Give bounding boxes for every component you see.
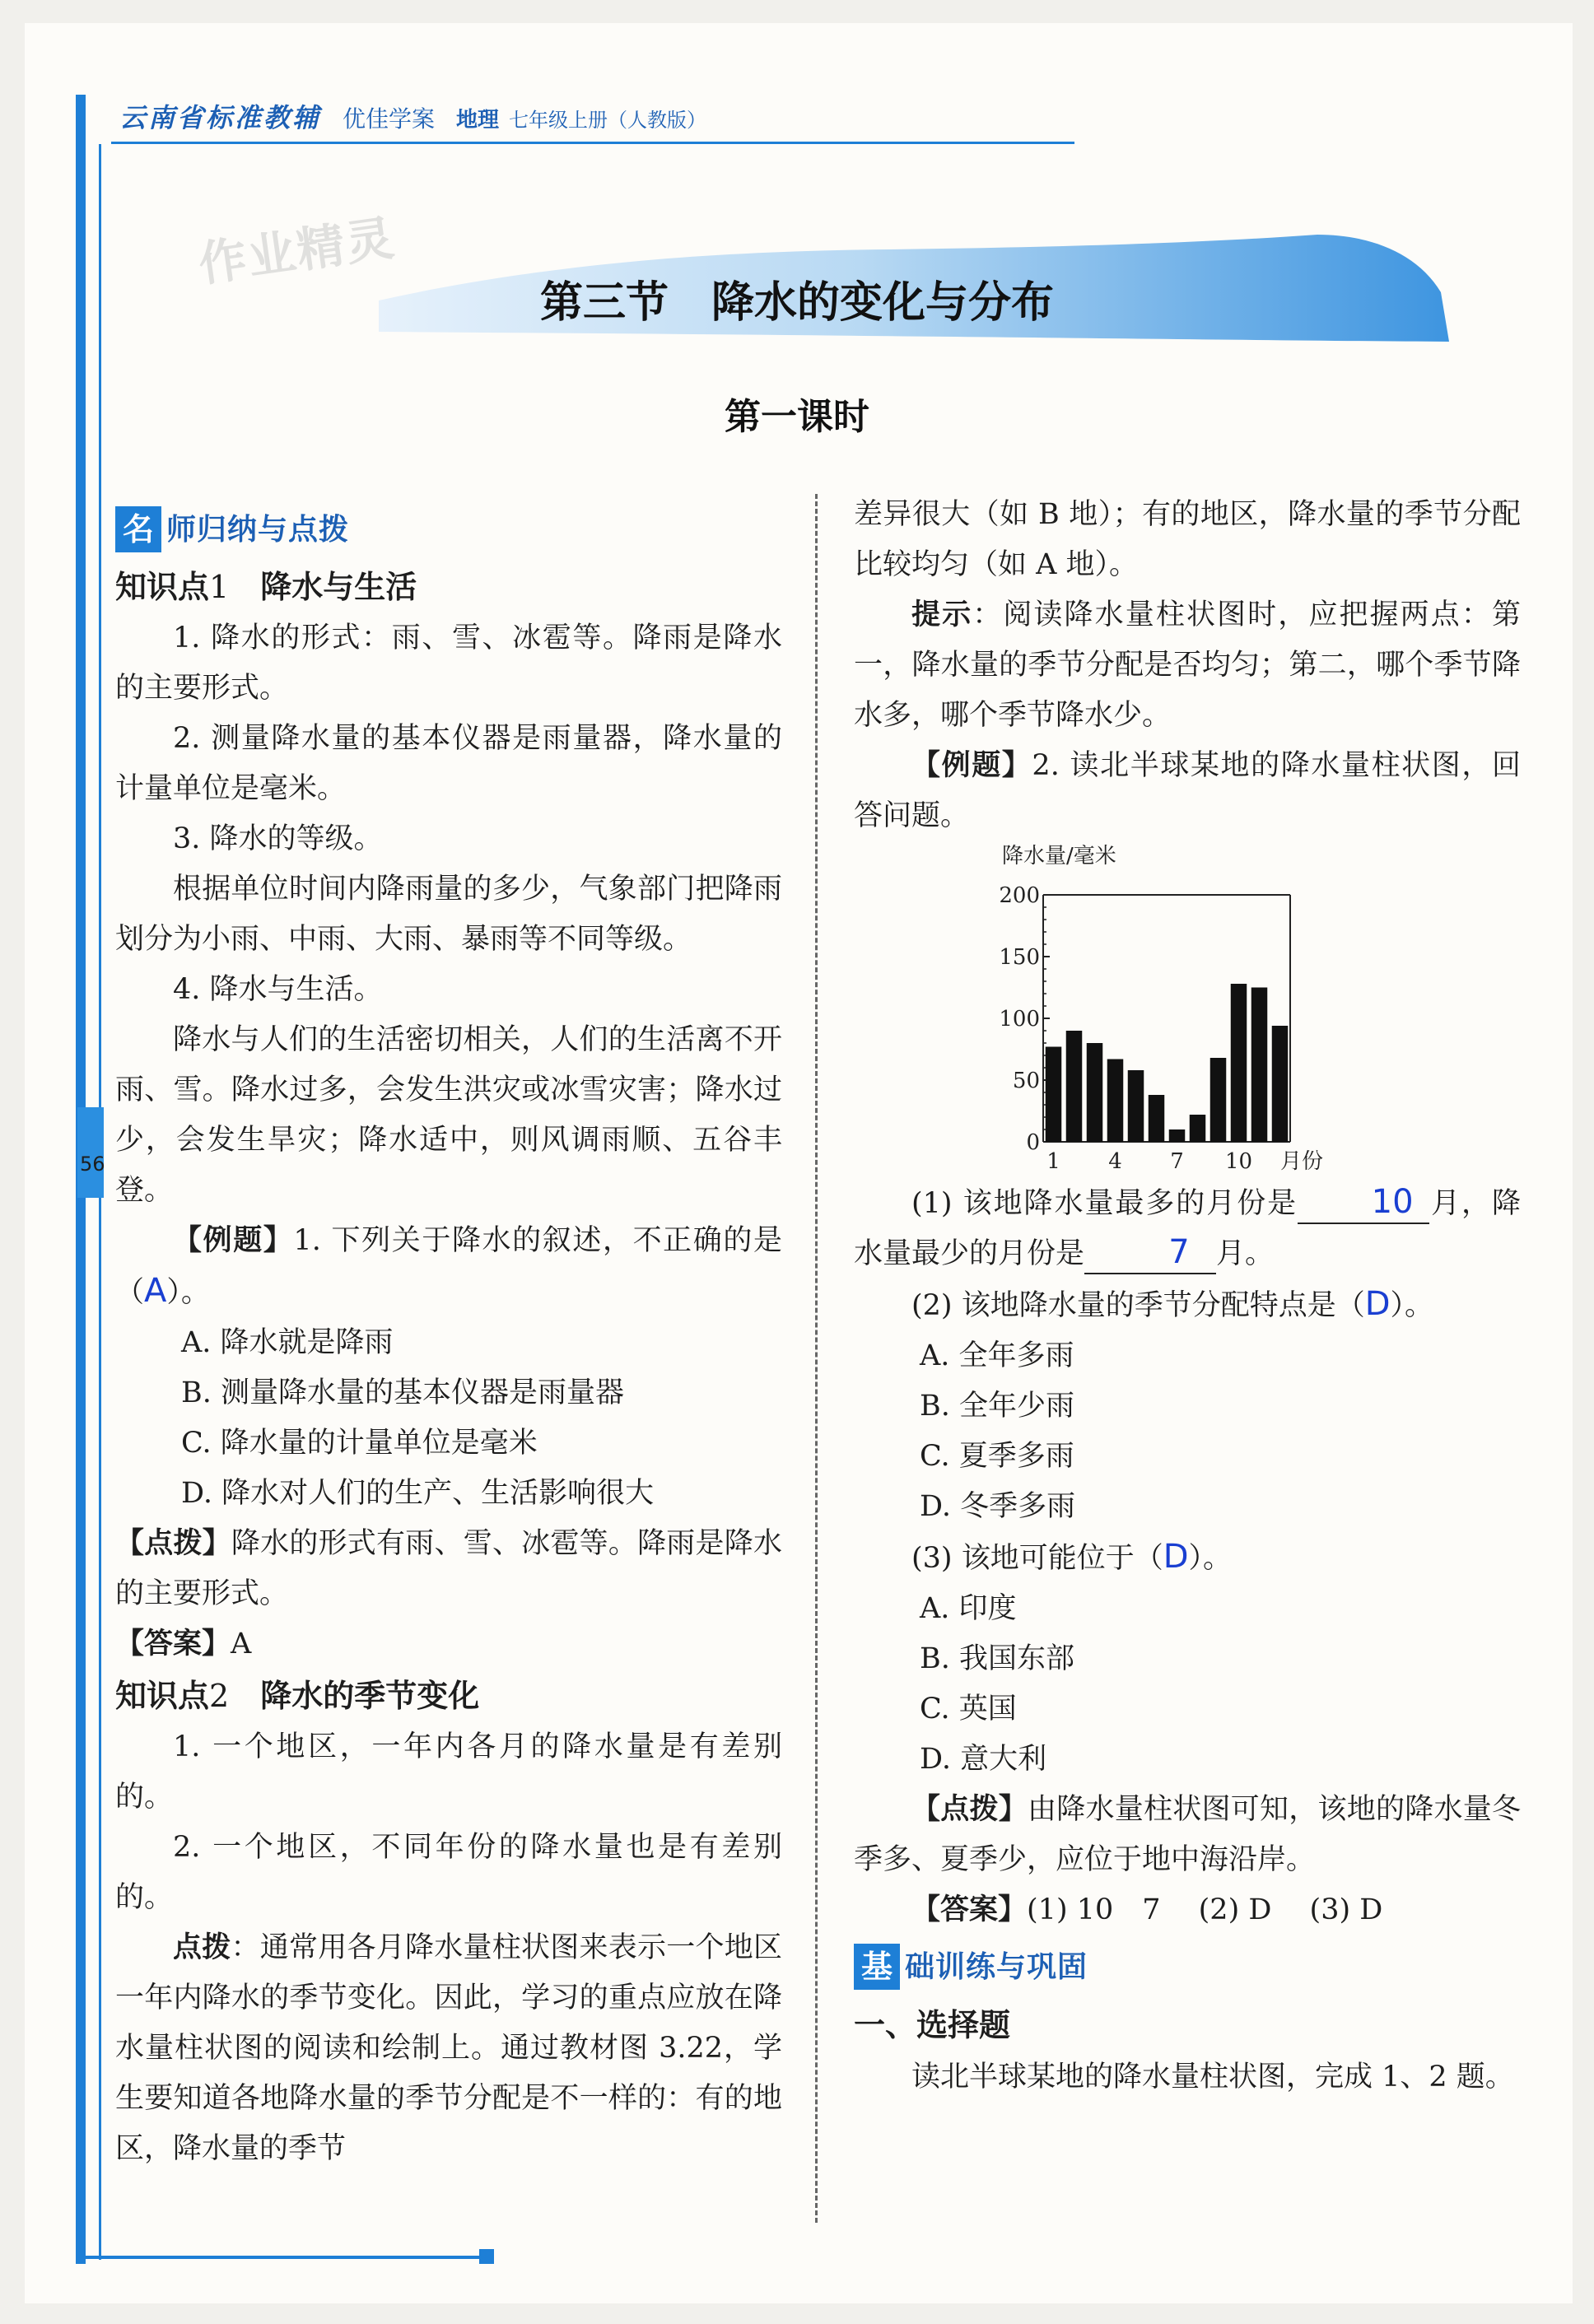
answer-tag: 【答案】	[911, 1893, 1028, 1926]
x-tick-label: 1	[1046, 1149, 1060, 1174]
paragraph: 根据单位时间内降雨量的多少，气象部门把降雨划分为小雨、中雨、大雨、暴雨等不同等级。	[115, 873, 782, 956]
kp-title: 降水的季节变化	[260, 1678, 480, 1714]
handwritten-answer: A	[144, 1272, 167, 1310]
question-intro: 读北半球某地的降水量柱状图，完成 1、2 题。	[911, 2061, 1514, 2093]
page-number: 56	[80, 1153, 105, 1176]
handwritten-answer: 7	[1168, 1233, 1190, 1271]
x-axis-label: 月份	[1279, 1149, 1323, 1174]
bar-month-9	[1210, 1058, 1227, 1142]
y-axis-label: 降水量/毫米	[1002, 844, 1116, 869]
knowledge-point-1	[115, 561, 782, 613]
x-tick-label: 7	[1170, 1149, 1184, 1174]
column-divider	[815, 494, 818, 2223]
margin-line	[99, 144, 101, 2260]
kp-title: 降水与生活	[260, 569, 417, 605]
basic-training-heading	[854, 1937, 1521, 1996]
answer-1	[115, 1619, 782, 1670]
bar-month-4	[1107, 1060, 1124, 1143]
hint-text: ：阅读降水量柱状图时，应把握两点：第一，降水量的季节分配是否均匀；第二，哪个季节降水多，哪个季节降水少。	[854, 598, 1521, 732]
handwritten-answer: D	[1364, 1285, 1391, 1323]
lesson-title: 第一课时	[725, 396, 869, 438]
paragraph: 2. 一个地区，不同年份的降水量也是有差别的。	[115, 1831, 782, 1914]
running-header	[111, 92, 1074, 148]
paragraph: 4. 降水与生活。	[173, 973, 383, 1006]
y-tick-label: 200	[999, 883, 1040, 908]
paragraph: 差异很大（如 B 地）；有的地区，降水量的季节分配比较均匀（如 A 地）。	[854, 498, 1521, 581]
bottom-marker	[479, 2249, 494, 2264]
x-tick-label: 4	[1108, 1149, 1122, 1174]
bottom-rule	[76, 2256, 487, 2259]
paragraph: 3. 降水的等级。	[173, 822, 383, 855]
sub-question-text: 月。	[1216, 1237, 1275, 1270]
question-section-title: 一、选择题	[854, 2007, 1011, 2043]
tip-tag: 【点拨】	[911, 1793, 1028, 1826]
bar-month-11	[1251, 988, 1268, 1143]
header-subject: 地理	[456, 108, 500, 133]
option: C. 夏季多雨	[920, 1440, 1074, 1473]
precipitation-bar-chart	[986, 841, 1331, 1179]
tip-text: 降水的形式有雨、雪、冰雹等。降雨是降水的主要形式。	[115, 1527, 782, 1610]
paragraph: 降水与人们的生活密切相关，人们的生活离不开雨、雪。降水过多，会发生洪灾或冰雪灾害；降水过少，会发生旱灾；降水适中，则风调雨顺、五谷丰登。	[115, 1023, 782, 1207]
bar-month-5	[1128, 1070, 1144, 1142]
header-grade: 七年级上册（人教版）	[509, 109, 707, 132]
sub-question-text: ）。	[1390, 1289, 1434, 1322]
option: D. 冬季多雨	[920, 1490, 1076, 1523]
bar-month-6	[1149, 1095, 1165, 1142]
header-rule	[111, 142, 1074, 144]
kp-label: 知识点	[115, 569, 210, 605]
answer-text: (1) 10 7 (2) D (3) D	[1027, 1893, 1383, 1926]
left-column	[115, 498, 782, 2174]
example-stem: 2. 读北半球某地的降水量柱状图，回答问题。	[854, 749, 1521, 832]
option: A. 印度	[920, 1592, 1017, 1625]
tip-tag: 点拨	[173, 1931, 231, 1964]
paragraph: 2. 测量降水量的基本仪器是雨量器，降水量的计量单位是毫米。	[115, 722, 782, 805]
bar-month-7	[1169, 1129, 1186, 1142]
option: A. 全年多雨	[920, 1339, 1074, 1372]
watermark-logo: 作业精灵	[195, 209, 399, 293]
option: C. 降水量的计量单位是毫米	[181, 1427, 538, 1460]
option: D. 意大利	[920, 1743, 1047, 1776]
sub-question-text: (2) 该地降水量的季节分配特点是（	[911, 1289, 1365, 1322]
heading-text: 础训练与巩固	[905, 1949, 1088, 1984]
x-tick-label: 10	[1224, 1149, 1253, 1174]
header-book: 优佳学案	[343, 105, 436, 133]
bar-month-1	[1046, 1047, 1062, 1143]
sub-question-text: 月，降水量最少的月份是	[854, 1187, 1521, 1270]
bar-month-10	[1231, 984, 1247, 1142]
example-1	[115, 1216, 782, 1318]
tip-3	[854, 1785, 1521, 1885]
handwritten-answer: D	[1163, 1538, 1189, 1576]
option: C. 英国	[920, 1693, 1017, 1726]
example-2	[854, 741, 1521, 841]
answer-tag: 【答案】	[115, 1628, 231, 1660]
kp-number: 2	[209, 1678, 230, 1714]
example-stem-end: ）。	[166, 1276, 210, 1309]
heading-text: 师归纳与点拨	[166, 512, 350, 547]
example-tag: 【例题】	[173, 1224, 294, 1257]
tip-tag: 【点拨】	[115, 1527, 231, 1560]
hint	[854, 590, 1521, 741]
sub-question-text: (1) 该地降水量最多的月份是	[911, 1187, 1298, 1220]
y-tick-label: 0	[1026, 1130, 1040, 1155]
option: B. 测量降水量的基本仪器是雨量器	[181, 1376, 624, 1409]
y-tick-label: 150	[999, 945, 1040, 970]
y-tick-label: 100	[999, 1007, 1040, 1032]
tip-text: 由降水量柱状图可知，该地的降水量冬季多、夏季少，应位于地中海沿岸。	[854, 1793, 1521, 1876]
bar-month-3	[1087, 1043, 1103, 1142]
paragraph: 1. 降水的形式：雨、雪、冰雹等。降雨是降水的主要形式。	[115, 622, 782, 705]
tip-1	[115, 1519, 782, 1619]
kp-label: 知识点	[115, 1678, 210, 1714]
heading-badge: 基	[854, 1944, 900, 1990]
sub-question-2	[854, 1279, 1521, 1331]
teacher-summary-heading	[115, 500, 782, 559]
y-tick-label: 50	[1012, 1069, 1040, 1093]
sub-question-text: (3) 该地可能位于（	[911, 1542, 1163, 1575]
answer-text: A	[231, 1628, 252, 1660]
bar-month-8	[1190, 1115, 1206, 1142]
kp-number: 1	[209, 569, 230, 605]
sub-question-1	[854, 1179, 1521, 1279]
sub-question-text: ）。	[1188, 1542, 1233, 1575]
example-tag: 【例题】	[911, 749, 1032, 782]
hint-tag: 提示	[911, 598, 973, 631]
option: B. 全年少雨	[920, 1390, 1074, 1423]
bar-month-2	[1066, 1031, 1083, 1142]
precipitation-chart-area	[854, 841, 1521, 1179]
option: D. 降水对人们的生产、生活影响很大	[181, 1477, 655, 1510]
option: B. 我国东部	[920, 1642, 1074, 1675]
option: A. 降水就是降雨	[181, 1326, 394, 1359]
tip-text: ：通常用各月降水量柱状图来表示一个地区一年内降水的季节变化。因此，学习的重点应放在降水量柱状图的阅读和绘制上。通过教材图 3.22，学生要知道各地降水量的季节分配是不一样的：有的地区，降水量的季节	[115, 1931, 782, 2165]
knowledge-point-2	[115, 1670, 782, 1722]
paragraph: 1. 一个地区，一年内各月的降水量是有差别的。	[115, 1730, 782, 1814]
example-stem: 1. 下列关于降水的叙述，不正确的是（	[115, 1224, 782, 1309]
header-series: 云南省标准教辅	[119, 102, 322, 133]
bar-month-12	[1272, 1026, 1289, 1142]
tip-2	[115, 1923, 782, 2174]
handwritten-answer: 10	[1371, 1183, 1414, 1221]
sub-question-3	[854, 1532, 1521, 1584]
answer-2	[854, 1885, 1521, 1935]
heading-badge: 名	[115, 506, 161, 552]
section-title: 第三节 降水的变化与分布	[539, 278, 1054, 328]
right-column	[854, 490, 1521, 2103]
